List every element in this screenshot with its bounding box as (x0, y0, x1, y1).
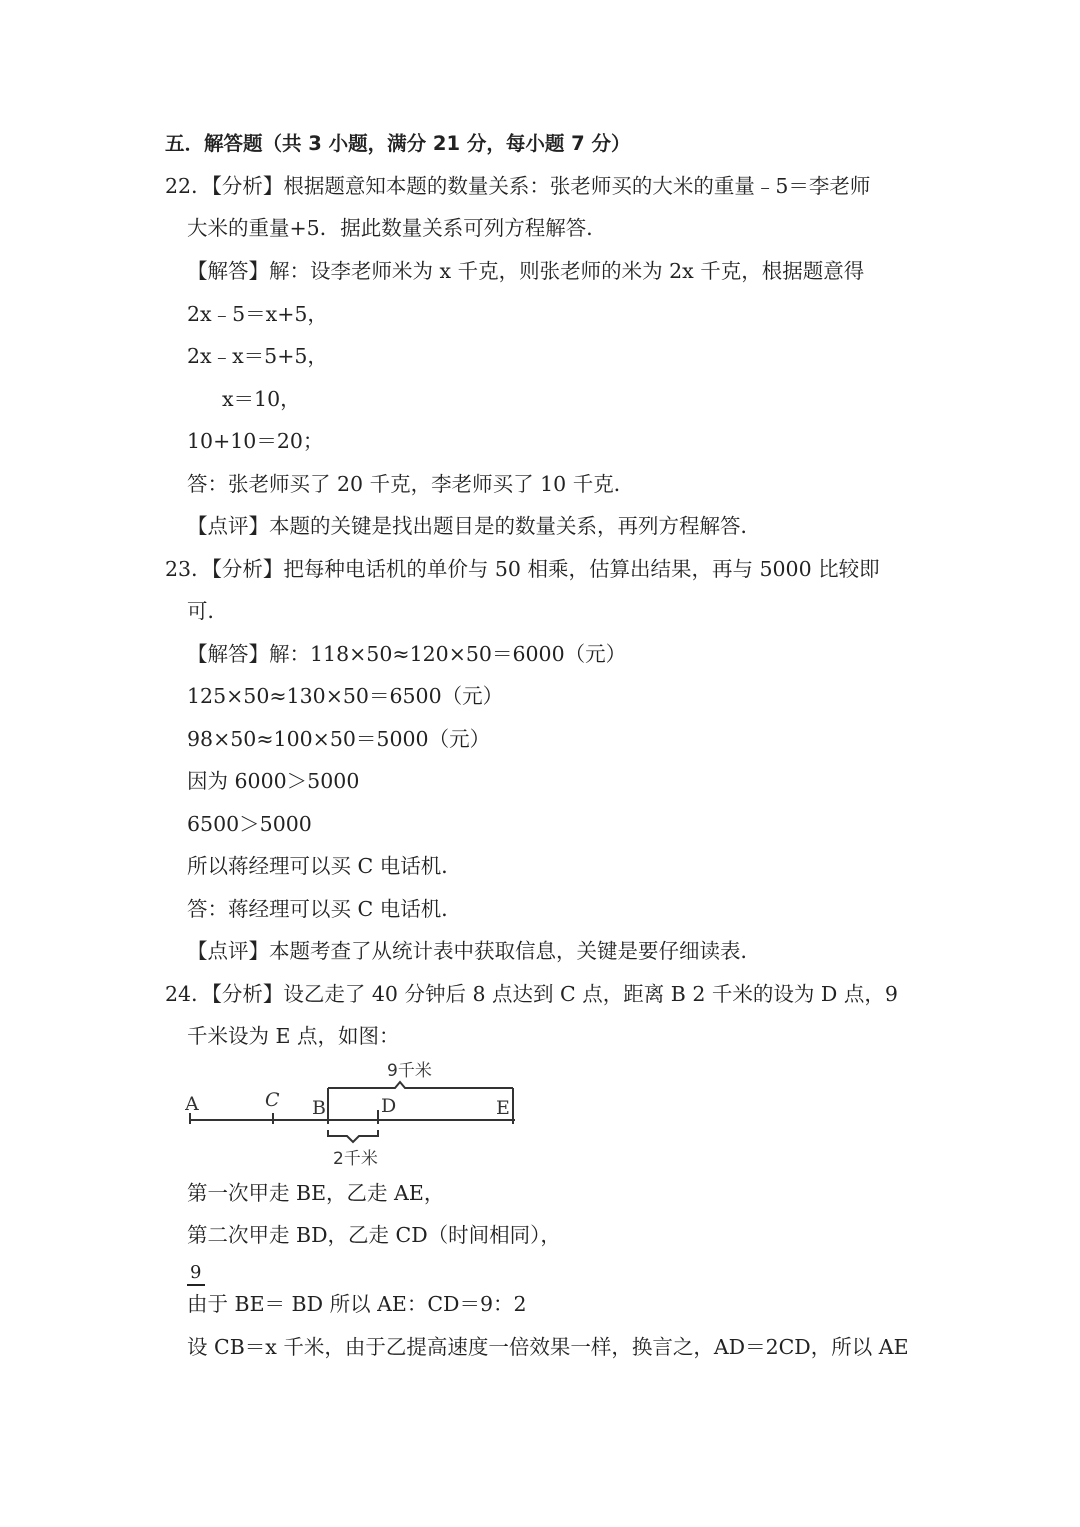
text-line: 答：蒋经理可以买 C 电话机． (187, 897, 462, 921)
section-title: 五．解答题（共 3 小题，满分 21 分，每小题 7 分） (165, 132, 631, 155)
text-line: 125×50≈130×50＝6500（元） (187, 684, 504, 708)
text-line: 24．【分析】设乙走了 40 分钟后 8 点达到 C 点，距离 B 2 千米的设为 D 点，9 (165, 982, 898, 1006)
text-line: 由于 BE＝ BD 所以 AE：CD＝9：2 (187, 1292, 527, 1316)
text-line: 因为 6000＞5000 (187, 769, 360, 793)
point-label-c: C (265, 1089, 280, 1111)
text-line: 所以蒋经理可以买 C 电话机． (187, 854, 462, 878)
point-label-b: B (312, 1097, 326, 1119)
text-line: 【点评】本题的关键是找出题目是的数量关系，再列方程解答． (187, 514, 761, 538)
text-line: 10+10＝20； (187, 429, 324, 453)
point-label-d: D (381, 1095, 397, 1117)
text-line: 【解答】解：设李老师米为 x 千克，则张老师的米为 2x 千克，根据题意得 (187, 259, 865, 283)
top-distance-label: 9千米 (387, 1061, 432, 1081)
text-line: 答：张老师买了 20 千克，李老师买了 10 千克． (187, 472, 635, 496)
text-line: 22．【分析】根据题意知本题的数量关系：张老师买的大米的重量﹣5＝李老师 (165, 174, 871, 198)
text-line: 大米的重量+5．据此数量关系可列方程解答． (187, 216, 607, 240)
fraction-numerator: 9 (190, 1262, 202, 1283)
brace-be (328, 1082, 513, 1088)
text-line: 【点评】本题考查了从统计表中获取信息，关键是要仔细读表． (187, 939, 761, 963)
text-line: 第一次甲走 BE，乙走 AE， (187, 1181, 445, 1205)
text-line: 2x﹣5＝x+5， (187, 302, 328, 326)
point-label-a: A (185, 1093, 199, 1115)
brace-bd (328, 1130, 378, 1142)
bottom-distance-label: 2千米 (333, 1149, 378, 1169)
text-line: 设 CB＝x 千米，由于乙提高速度一倍效果一样，换言之，AD＝2CD，所以 AE (187, 1335, 909, 1359)
point-label-e: E (496, 1097, 510, 1119)
text-line: 可． (187, 599, 228, 623)
text-line: 23．【分析】把每种电话机的单价与 50 相乘，估算出结果，再与 5000 比较即 (165, 557, 880, 581)
text-line: 6500＞5000 (187, 812, 312, 836)
distance-diagram (185, 1058, 520, 1170)
text-line: 第二次甲走 BD，乙走 CD（时间相同）， (187, 1223, 561, 1247)
fraction-bar (187, 1284, 205, 1286)
text-line: x＝10， (222, 387, 301, 411)
text-line: 98×50≈100×50＝5000（元） (187, 727, 491, 751)
text-line: 2x﹣x＝5+5， (187, 344, 328, 368)
text-line: 【解答】解：118×50≈120×50＝6000（元） (187, 642, 627, 666)
text-line: 千米设为 E 点，如图： (187, 1024, 400, 1048)
